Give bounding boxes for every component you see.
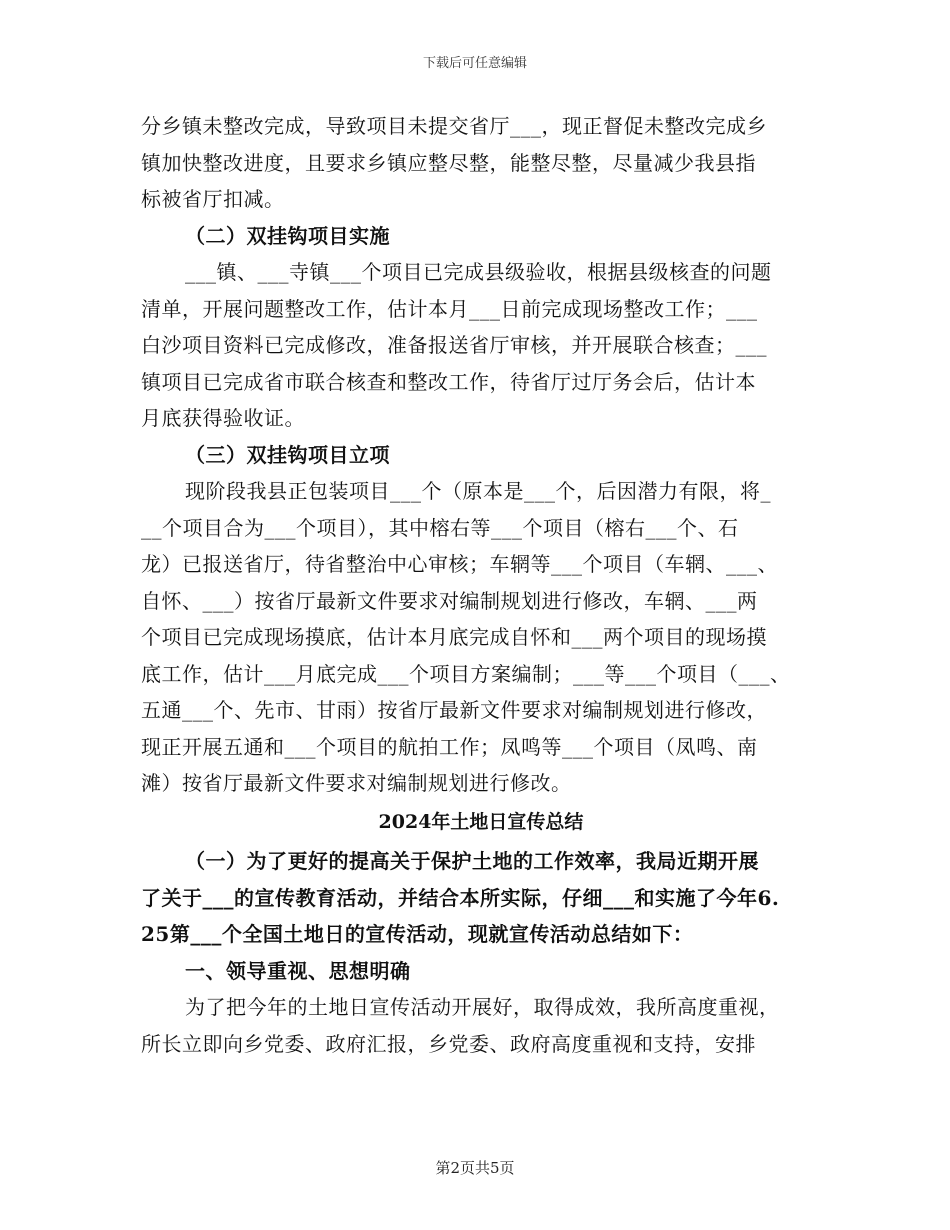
- section-heading-2: （二）双挂钩项目实施: [185, 223, 390, 248]
- paragraph-line: ___镇、___寺镇___个项目已完成县级验收，根据县级核查的问题: [185, 260, 772, 284]
- paragraph-line: 清单，开展问题整改工作，估计本月___日前完成现场整改工作；___: [141, 296, 758, 321]
- paragraph-line: 为了把今年的土地日宣传活动开展好，取得成效，我所高度重视，: [185, 995, 780, 1019]
- paragraph-line: 底工作，估计___月底完成___个项目方案编制；___等___个项目（___、: [141, 661, 791, 686]
- paragraph-line: 五通___个、先市、甘雨）按省厅最新文件要求对编制规划进行修改，: [141, 698, 767, 722]
- paragraph-line: 分乡镇未整改完成，导致项目未提交省厅___，现正督促未整改完成乡: [141, 114, 767, 138]
- document-title: 2024年土地日宣传总结: [378, 810, 584, 833]
- paragraph-line: 个项目已完成现场摸底，估计本月底完成自怀和___两个项目的现场摸: [141, 625, 767, 649]
- paragraph-line: 滩）按省厅最新文件要求对编制规划进行修改。: [141, 771, 572, 795]
- paragraph-line: 龙）已报送省厅，待省整治中心审核；车辋等___个项目（车辋、___、: [141, 552, 778, 576]
- paragraph-line: 镇加快整改进度，且要求乡镇应整尽整，能整尽整，尽量减少我县指: [141, 150, 756, 175]
- page-number: 第2页共5页: [435, 1159, 515, 1177]
- intro-line: 25第___个全国土地日的宣传活动，现就宣传活动总结如下：: [141, 922, 694, 946]
- document-body: [141, 108, 821, 1062]
- paragraph-line: 白沙项目资料已完成修改，准备报送省厅审核，并开展联合核查；___: [141, 333, 767, 357]
- paragraph-line: 所长立即向乡党委、政府汇报，乡党委、政府高度重视和支持，安排: [141, 1031, 756, 1056]
- paragraph-line: 月底获得验收证。: [141, 406, 305, 430]
- section-heading-3: （三）双挂钩项目立项: [185, 442, 390, 467]
- intro-line: （一）为了更好的提高关于保护土地的工作效率，我局近期开展: [185, 849, 759, 873]
- header-note: 下载后可任意编辑: [422, 56, 527, 71]
- paragraph-line: 自怀、___）按省厅最新文件要求对编制规划进行修改，车辋、___两: [141, 588, 758, 613]
- section-heading-one: 一、领导重视、思想明确: [185, 958, 411, 983]
- paragraph-line: 镇项目已完成省市联合核查和整改工作，待省厅过厅务会后，估计本: [141, 369, 756, 394]
- paragraph-line: 现阶段我县正包装项目___个（原本是___个，后因潜力有限，将_: [185, 479, 771, 503]
- paragraph-line: 标被省厅扣减。: [141, 187, 285, 211]
- paragraph-line: 现正开展五通和___个项目的航拍工作；凤鸣等___个项目（凤鸣、南: [141, 734, 758, 759]
- paragraph-line: __个项目合为___个项目），其中榕右等___个项目（榕右___个、石: [141, 515, 739, 540]
- intro-line: 了关于___的宣传教育活动，并结合本所实际，仔细___和实施了今年6.: [141, 885, 780, 910]
